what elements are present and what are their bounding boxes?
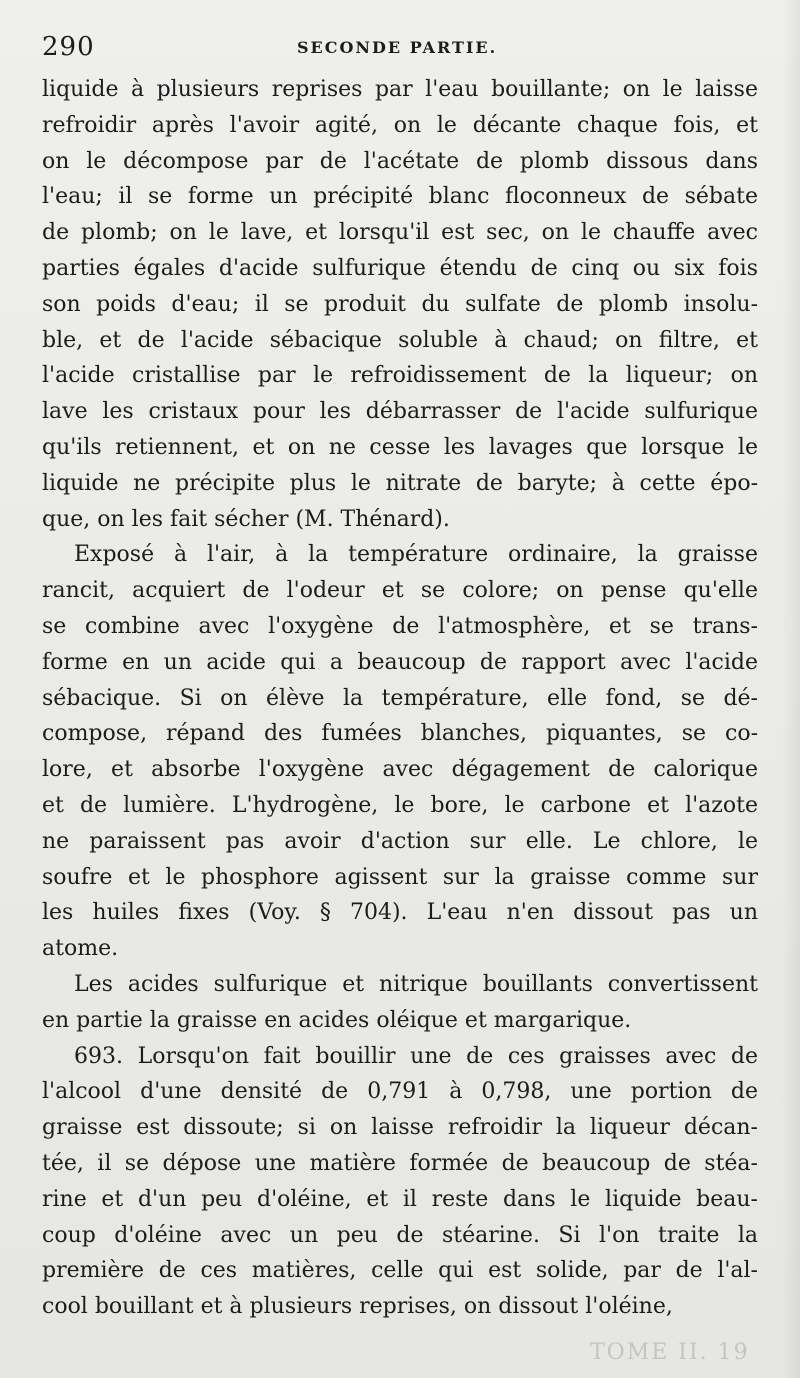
text-line: lave les cristaux pour les débarrasser de l'acide sulfurique — [42, 399, 758, 425]
text-line: sébacique. Si on élève la température, elle fond, se dé- — [42, 685, 758, 711]
page-number: 290 — [42, 32, 95, 62]
text-line: première de ces matières, celle qui est solide, par de l'al- — [42, 1258, 758, 1284]
bleed-through-signature: TOME II. 19 — [590, 1340, 750, 1365]
text-line: ne paraissent pas avoir d'action sur elle. Le chlore, le — [42, 828, 758, 854]
text-line: que, on les fait sécher (M. Thénard). — [42, 506, 450, 532]
text-line: parties égales d'acide sulfurique étendu de cinq ou six fois — [42, 255, 758, 281]
text-line: ble, et de l'acide sébacique soluble à chaud; on filtre, et — [42, 327, 758, 353]
paragraph — [42, 72, 758, 537]
text-line: et de lumière. L'hydrogène, le bore, le carbone et l'azote — [42, 792, 758, 818]
paragraph — [42, 1039, 758, 1325]
text-line: refroidir après l'avoir agité, on le décante chaque fois, et — [42, 112, 758, 138]
text-line: les huiles fixes (Voy. § 704). L'eau n'en dissout pas un — [42, 900, 758, 926]
paragraph — [42, 967, 758, 1039]
running-head: SECONDE PARTIE. — [297, 38, 498, 57]
text-line: Les acides sulfurique et nitrique bouillants convertissent — [74, 971, 758, 997]
body-text — [42, 72, 758, 1325]
page-header — [42, 28, 762, 68]
text-line: on le décompose par de l'acétate de plomb dissous dans — [42, 148, 758, 174]
text-line: Exposé à l'air, à la température ordinaire, la graisse — [74, 542, 758, 568]
text-line: graisse est dissoute; si on laisse refroidir la liqueur décan- — [42, 1115, 758, 1141]
text-line: liquide à plusieurs reprises par l'eau bouillante; on le laisse — [42, 77, 758, 102]
text-line: forme en un acide qui a beaucoup de rapport avec l'acide — [42, 649, 758, 675]
text-line: soufre et le phosphore agissent sur la graisse comme sur — [42, 864, 758, 890]
text-line: 693. Lorsqu'on fait bouillir une de ces graisses avec de — [74, 1043, 758, 1069]
text-line: en partie la graisse en acides oléique et margarique. — [42, 1007, 632, 1033]
text-line: cool bouillant et à plusieurs reprises, on dissout l'oléine, — [42, 1294, 673, 1320]
text-line: l'acide cristallise par le refroidissement de la liqueur; on — [42, 363, 758, 389]
text-line: l'eau; il se forme un précipité blanc floconneux de sébate — [42, 184, 758, 210]
text-line: son poids d'eau; il se produit du sulfate de plomb insolu- — [42, 291, 758, 317]
text-line: qu'ils retiennent, et on ne cesse les lavages que lorsque le — [42, 434, 758, 460]
text-line: de plomb; on le lave, et lorsqu'il est sec, on le chauffe avec — [42, 220, 758, 246]
text-line: l'alcool d'une densité de 0,791 à 0,798, une portion de — [42, 1079, 758, 1105]
paragraph — [42, 537, 758, 967]
text-line: liquide ne précipite plus le nitrate de baryte; à cette épo- — [42, 470, 758, 496]
text-line: coup d'oléine avec un peu de stéarine. Si l'on traite la — [42, 1222, 758, 1248]
page-edge-shadow — [782, 0, 800, 1378]
text-line: compose, répand des fumées blanches, piquantes, se co- — [42, 721, 758, 747]
text-line: tée, il se dépose une matière formée de beaucoup de stéa- — [42, 1150, 758, 1176]
text-line: lore, et absorbe l'oxygène avec dégagement de calorique — [42, 757, 758, 783]
text-line: se combine avec l'oxygène de l'atmosphère, et se trans- — [42, 613, 758, 639]
text-line: rancit, acquiert de l'odeur et se colore; on pense qu'elle — [42, 578, 758, 604]
text-line: rine et d'un peu d'oléine, et il reste dans le liquide beau- — [42, 1186, 758, 1212]
text-line: atome. — [42, 936, 119, 962]
